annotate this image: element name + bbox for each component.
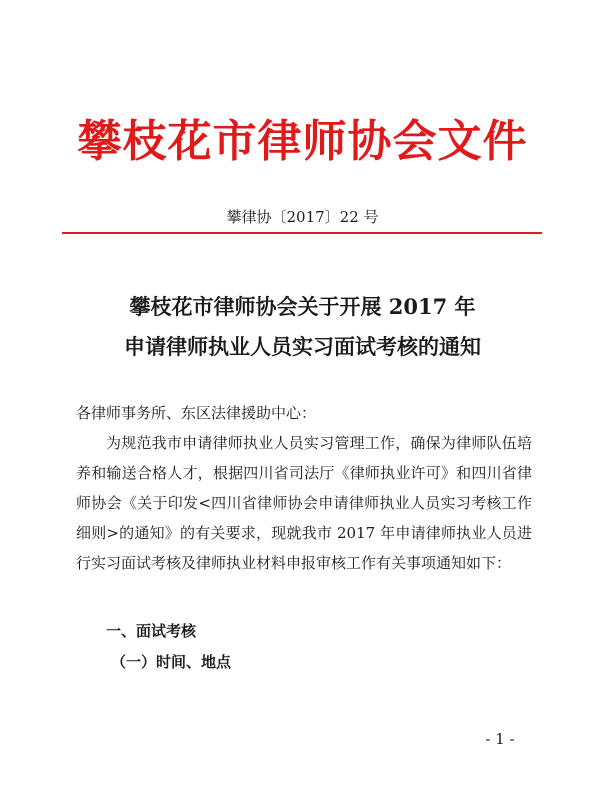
- document-number: 攀律协〔2017〕22 号: [226, 208, 379, 226]
- notice-title-line2: 申请律师执业人员实习面试考核的通知: [124, 334, 481, 359]
- body-paragraph: 为规范我市申请律师执业人员实习管理工作，确保为律师队伍培养和输送合格人才，根据四川省司法厅《律师执业许可》和四川省律师协会《关于印发<四川省律师协会申请律师执业人员实习考核工作细则>的通知》的有关要求，现就我市 2017 年申请律师执业人员进行实习面试考核及律师执业材料申报审核工作有关事项通知如下：: [76, 434, 532, 572]
- notice-title-line1: 攀枝花市律师协会关于开展 2017 年: [129, 294, 476, 319]
- salutation: 各律师事务所、东区法律援助中心：: [76, 404, 317, 422]
- section-heading: 一、面试考核: [106, 622, 197, 640]
- red-divider-line: [62, 232, 542, 234]
- subsection-heading: （一）时间、地点: [111, 653, 232, 671]
- page-number: - 1 -: [485, 730, 515, 748]
- org-title: 攀枝花市律师协会文件: [77, 116, 528, 167]
